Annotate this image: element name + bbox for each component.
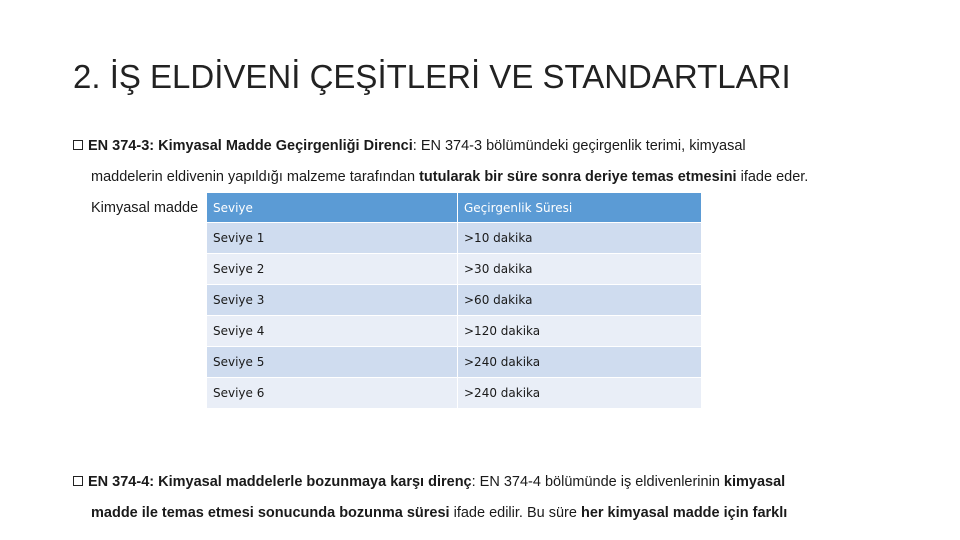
level-table [206, 192, 702, 409]
section-heading: EN 374-4: Kimyasal maddelerle bozunmaya karşı direnç [88, 474, 472, 490]
emphasis-text: kimyasal [723, 474, 786, 490]
paragraph-text: : EN 374-3 bölümündeki geçirgenlik terimi, kimyasal [412, 138, 746, 154]
table-row [207, 347, 702, 378]
duration-cell: >120 dakika [458, 316, 702, 347]
paragraph-text: : EN 374-4 bölümünde iş eldivenlerinin [471, 474, 724, 490]
table-row [207, 316, 702, 347]
level-cell: Seviye 5 [207, 347, 458, 378]
emphasis-text: tutularak bir süre sonra deriye temas etmesini [419, 169, 737, 185]
paragraph-en374-4 [73, 467, 920, 529]
emphasis-text: madde ile temas etmesi sonucunda bozunma süresi [91, 505, 450, 521]
duration-cell: >60 dakika [458, 285, 702, 316]
level-cell: Seviye 1 [207, 223, 458, 254]
permeation-level-table [206, 192, 702, 409]
paragraph-line [73, 467, 920, 498]
paragraph-text: ifade eder. [736, 169, 809, 185]
checkbox-bullet-icon [73, 476, 83, 486]
section-heading: EN 374-3: Kimyasal Madde Geçirgenliği Direnci [88, 138, 413, 154]
paragraph-text: ifade edilir. Bu süre [449, 505, 581, 521]
page-title: 2. İŞ ELDİVENİ ÇEŞİTLERİ VE STANDARTLARI [73, 58, 791, 95]
level-cell: Seviye 3 [207, 285, 458, 316]
duration-cell: >240 dakika [458, 347, 702, 378]
column-header-duration: Geçirgenlik Süresi [458, 193, 702, 223]
table-row [207, 378, 702, 409]
level-cell: Seviye 2 [207, 254, 458, 285]
column-header-level: Seviye [207, 193, 458, 223]
duration-cell: >240 dakika [458, 378, 702, 409]
paragraph-line [73, 498, 920, 529]
checkbox-bullet-icon [73, 140, 83, 150]
paragraph-text: maddelerin eldivenin yapıldığı malzeme tarafından [91, 169, 420, 185]
duration-cell: >10 dakika [458, 223, 702, 254]
table-header-row [207, 193, 702, 223]
paragraph-line [73, 131, 920, 162]
duration-cell: >30 dakika [458, 254, 702, 285]
level-cell: Seviye 6 [207, 378, 458, 409]
table-row [207, 285, 702, 316]
paragraph-text: Kimyasal madde [91, 200, 199, 216]
table-row [207, 223, 702, 254]
level-cell: Seviye 4 [207, 316, 458, 347]
paragraph-line [73, 162, 920, 193]
table-row [207, 254, 702, 285]
emphasis-text: her kimyasal madde için farklı [580, 505, 788, 521]
